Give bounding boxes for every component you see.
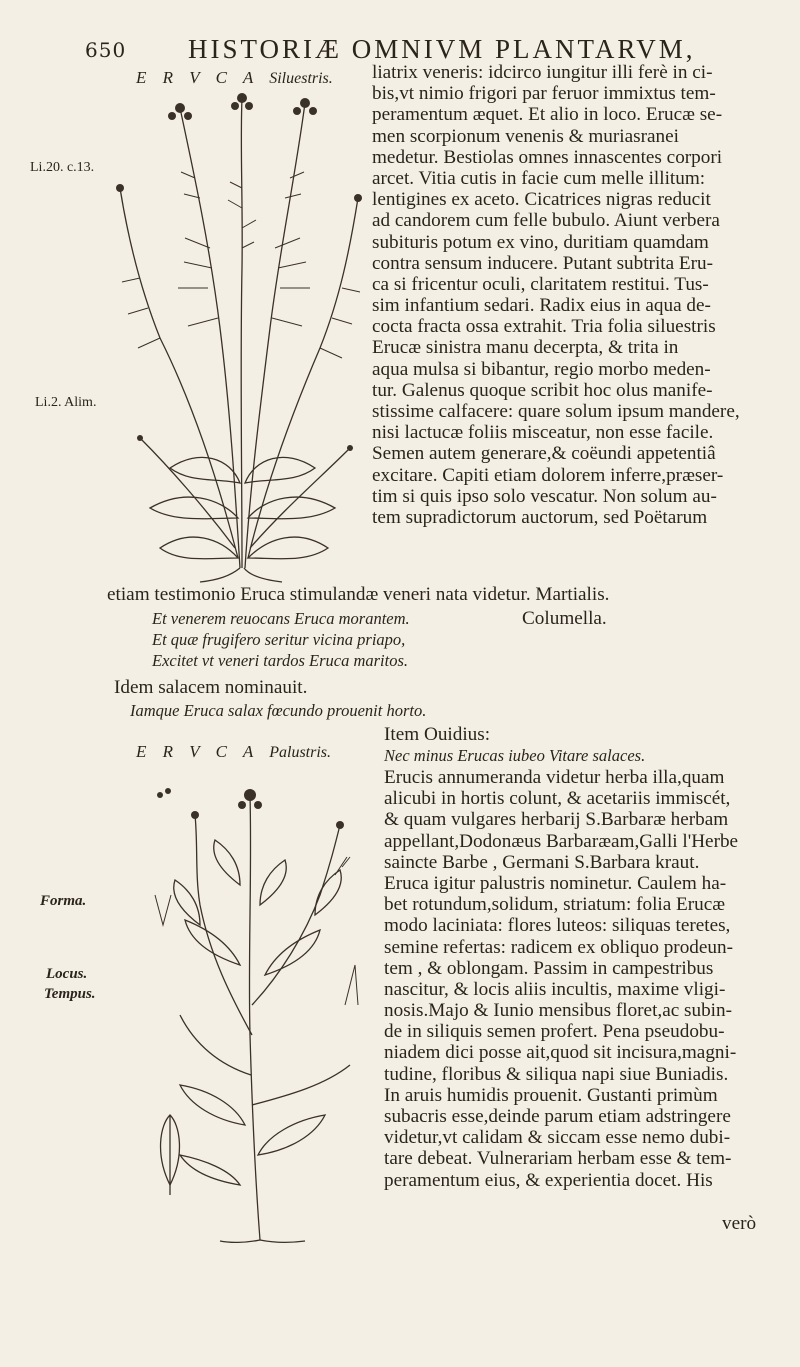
text-line: ad candorem cum felle bubulo. Aiunt verbera <box>372 210 720 232</box>
text-line: alicubi in hortis colunt, & acetariis immiscét, <box>384 788 731 810</box>
text-line: Erucæ sinistra manu decerpta, & trita in <box>372 337 679 359</box>
text-line: cocta fracta ossa extrahit. Tria folia siluestris <box>372 316 716 338</box>
text-line: Eruca igitur palustris nominetur. Caulem ha- <box>384 872 727 894</box>
text-block-2 <box>384 767 764 1191</box>
illustration-eruca-palustris <box>140 775 370 1245</box>
text-line: subituris potum ex vino, duritiam quamdam <box>372 231 709 253</box>
text-line: niadem dici posse ait,quod sit incisura,magni- <box>384 1042 737 1064</box>
quote-attribution: Columella. <box>522 608 607 629</box>
text-line: contra sensum inducere. Putant subtrita Eru- <box>372 252 714 274</box>
text-block-2-intro <box>384 724 764 766</box>
text-line: stissime calfacere: quare solum ipsum mandere, <box>372 401 740 422</box>
text-line: peramentum æquet. Et alio in loco. Erucæ se- <box>372 104 723 126</box>
quote-block-2 <box>130 700 630 721</box>
running-title: HISTORIÆ OMNIVM PLANTARVM, <box>188 34 696 64</box>
quote-line: Iamque Eruca salax fœcundo prouenit horto. <box>130 701 427 720</box>
quote-line: Nec minus Erucas iubeo Vitare salaces. <box>384 746 646 766</box>
text-block-1 <box>372 62 762 528</box>
text-line: lentigines ex aceto. Cicatrices nigras reducit <box>372 189 711 211</box>
text-line: tem , & oblongam. Passim in campestribus <box>384 957 714 979</box>
figure-caption-1-main: E R V C A <box>136 68 259 87</box>
text-line: bet rotundum,solidum, striatum: folia Erucæ <box>384 894 726 916</box>
text-line: men scorpionum venenis & muriasranei <box>372 125 679 147</box>
text-line: de in siliquis semen profert. Pena pseudobu- <box>384 1021 725 1043</box>
text-line: bis,vt nimio frigori par feruor immixtus tem- <box>372 83 716 105</box>
quote-line: Et venerem reuocans Eruca morantem. <box>152 609 410 628</box>
text-line: tem supradictorum auctorum, sed Poëtarum <box>372 506 708 528</box>
text-full-line-block <box>107 584 767 605</box>
idem-block <box>114 677 614 698</box>
text-line: nosis.Majo & Iunio mensibus floret,ac subin- <box>384 1000 732 1022</box>
page-number: 650 <box>85 38 127 62</box>
text-line: arcet. Vitia cutis in facie cum melle illitum: <box>372 167 706 189</box>
item-line: Item Ouidius: <box>384 724 491 745</box>
quote-block-1 <box>152 608 652 672</box>
figure-caption-2-sub: Palustris. <box>269 744 332 761</box>
margin-note-forma: Forma. <box>40 893 87 909</box>
margin-note-locus: Locus. <box>46 966 88 982</box>
text-line: videtur,vt calidam & siccam esse nemo dubi- <box>384 1127 731 1149</box>
margin-note-li2: Li.2. Alim. <box>35 395 97 410</box>
text-line: In aruis humidis prouenit. Gustanti primùm <box>384 1084 718 1106</box>
page-header <box>60 22 760 62</box>
text-line: tim si quis ipso solo vescatur. Non solum au- <box>372 485 717 507</box>
text-line: medetur. Bestiolas omnes innascentes corpori <box>372 146 723 168</box>
figure-caption-1 <box>136 68 333 88</box>
text-line: saincte Barbe , Germani S.Barbara kraut. <box>384 851 700 873</box>
catchword-block <box>722 1213 756 1234</box>
text-line: tare debeat. Vulnerariam herbam esse & tem- <box>384 1148 732 1170</box>
text-line: appellant,Dodonæus Barbaræam,Galli l'Herbe <box>384 830 739 852</box>
text-line: aqua mulsa si bibantur, regio morbo meden- <box>372 358 711 380</box>
catchword: verò <box>722 1213 757 1234</box>
text-line: ca si fricentur oculi, claritatem restitui. Tus- <box>372 273 709 295</box>
idem-line: Idem salacem nominauit. <box>114 677 308 698</box>
margin-note-tempus: Tempus. <box>44 986 96 1002</box>
text-line: liatrix veneris: idcirco iungitur illi ferè in ci- <box>372 62 713 83</box>
text-line: modo laciniata: flores luteos: siliquas teretes, <box>384 915 731 937</box>
text-line: tur. Galenus quoque scribit hoc olus manife- <box>372 379 713 401</box>
text-line: sim infantium sedari. Radix eius in aqua de- <box>372 295 711 317</box>
text-line: excitare. Capiti etiam dolorem inferre,præser- <box>372 464 724 486</box>
figure-caption-2-main: E R V C A <box>136 742 259 761</box>
figure-caption-1-sub: Siluestris. <box>269 70 333 87</box>
text-line: tudine, floribus & siliqua napi siue Buniadis. <box>384 1063 729 1085</box>
text-line: nisi lactucæ foliis misceatur, non esse facile. <box>372 422 714 444</box>
quote-line: Et quæ frugifero seritur vicina priapo, <box>152 630 406 650</box>
text-line: peramentum eius, & experientia docet. His <box>384 1169 713 1191</box>
text-line: nascitur, & locis aliis incultis, maxime vligi- <box>384 978 726 1000</box>
illustration-eruca-siluestris <box>100 88 380 583</box>
text-line: Erucis annumeranda videtur herba illa,quam <box>384 767 725 788</box>
figure-caption-2 <box>136 742 331 762</box>
text-line: semine refertas: radicem ex obliquo prodeun- <box>384 936 733 958</box>
quote-line: Excitet vt veneri tardos Eruca maritos. <box>152 651 408 671</box>
text-full-line: etiam testimonio Eruca stimulandæ veneri nata videtur. Martialis. <box>107 584 610 605</box>
text-line: subacris esse,deinde parum etiam adstringere <box>384 1106 731 1127</box>
margin-note-li20: Li.20. c.13. <box>30 160 95 175</box>
text-line: & quam vulgares herbarij S.Barbaræ herbam <box>384 809 729 831</box>
text-line: Semen autem generare,& coëundi appetentiâ <box>372 443 716 465</box>
